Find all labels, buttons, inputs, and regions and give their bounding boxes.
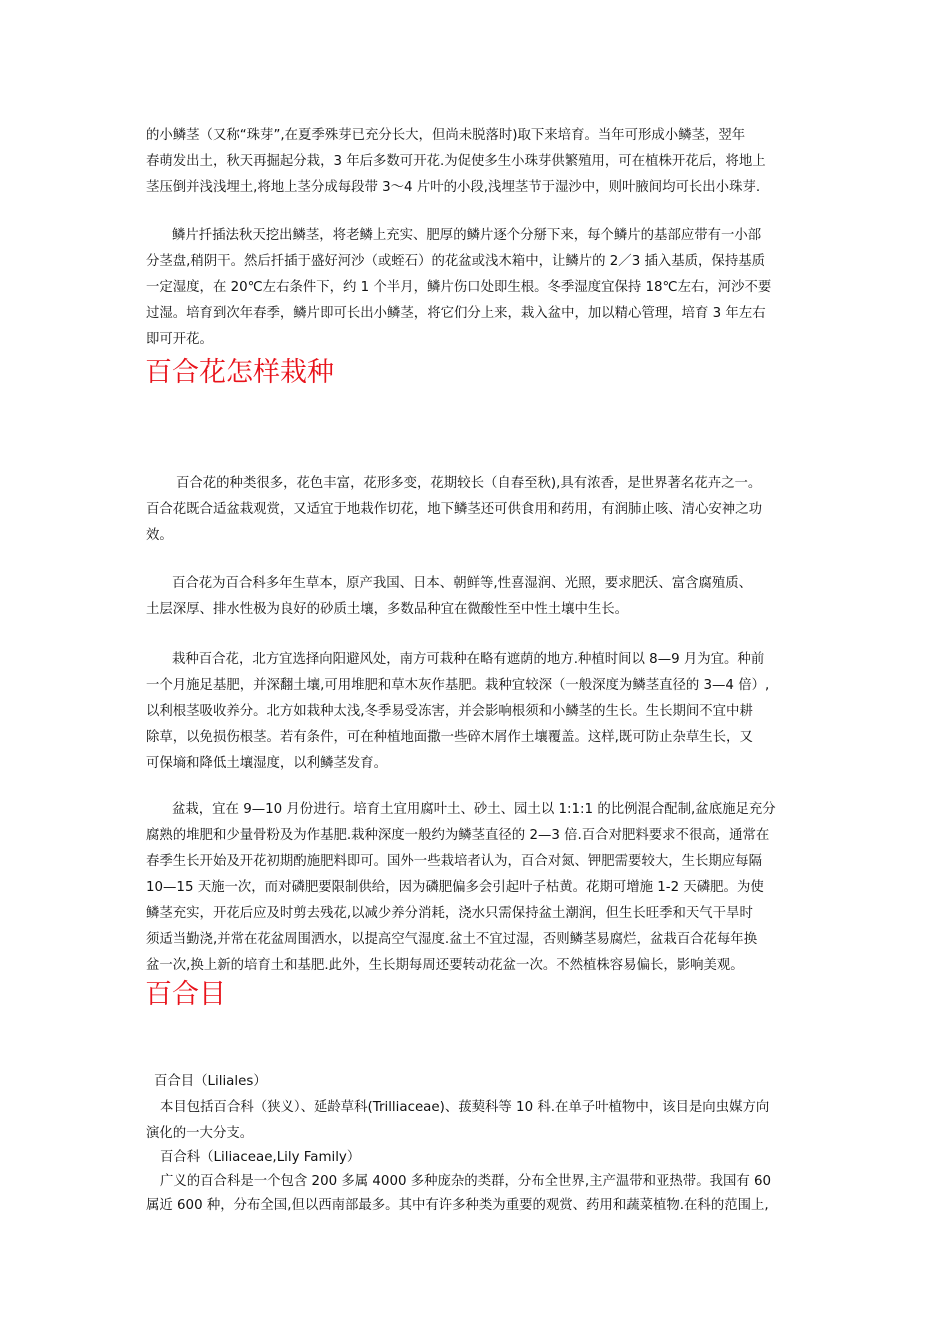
text-line: 百合花为百合科多年生草本，原产我国、日本、朝鲜等,性喜湿润、光照，要求肥沃、富含腐殖质、 [172,576,753,591]
text-line: 除草，以免损伤根茎。若有条件，可在种植地面撒一些碎木屑作土壤覆盖。这样,既可防止杂草生长，又 [146,730,753,745]
text-line: 盆一次,换上新的培育土和基肥.此外，生长期每周还要转动花盆一次。不然植株容易偏长，影响美观。 [146,958,744,973]
order-title: 百合目（Liliales） [154,1074,267,1089]
text-line: 过湿。培育到次年春季，鳞片即可长出小鳞茎，将它们分上来，栽入盆中，加以精心管理，培育 3 年左右 [146,306,766,321]
text-line: 腐熟的堆肥和少量骨粉及为作基肥.栽种深度一般约为鳞茎直径的 2—3 倍.百合对肥料要求不很高，通常在 [146,828,770,843]
text-line: 春萌发出土，秋天再掘起分栽，3 年后多数可开花.为促使多生小珠芽供繁殖用，可在植株开花后，将地上 [146,154,766,169]
family-title: 百合科（Liliaceae,Lily Family） [160,1150,361,1165]
text-line: 演化的一大分支。 [146,1126,254,1141]
text-line: 的小鳞茎（又称“珠芽”,在夏季殊芽已充分长大，但尚未脱落时)取下来培育。当年可形成小鳞茎，翌年 [146,128,746,143]
text-line: 即可开花。 [146,332,213,347]
text-line: 一定湿度，在 20℃左右条件下，约 1 个半月，鳞片伤口处即生根。冬季湿度宜保持 18℃左右，河沙不要 [146,280,772,295]
text-line: 茎压倒并浅浅埋土,将地上茎分成每段带 3～4 片叶的小段,浅埋茎节于湿沙中，则叶腋间均可长出小珠芽. [146,180,761,195]
text-line: 以利根茎吸收养分。北方如栽种太浅,冬季易受冻害，并会影响根须和小鳞茎的生长。生长期间不宜中耕 [146,704,753,719]
text-line: 属近 600 种，分布全国,但以西南部最多。其中有许多种类为重要的观赏、药用和蔬菜植物.在科的范围上, [146,1198,769,1213]
text-line: 广义的百合科是一个包含 200 多属 4000 多种庞杂的类群，分布全世界,主产温带和亚热带。我国有 60 [160,1174,772,1189]
text-line: 分茎盘,稍阴干。然后扦插于盛好河沙（或蛭石）的花盆或浅木箱中，让鳞片的 2／3 插入基质，保持基质 [146,254,765,269]
text-line: 效。 [146,528,173,543]
section-heading-liliales: 百合目 [145,979,226,1010]
text-line: 鳞片扦插法秋天挖出鳞茎，将老鳞上充实、肥厚的鳞片逐个分掰下来，每个鳞片的基部应带有一小部 [172,228,762,243]
text-line: 百合花既合适盆栽观赏，又适宜于地栽作切花，地下鳞茎还可供食用和药用，有润肺止咳、清心安神之功 [146,502,762,517]
text-line: 可保墒和降低土壤湿度，以利鳞茎发育。 [146,756,388,771]
text-line: 土层深厚、排水性极为良好的砂质土壤，多数品种宜在微酸性至中性土壤中生长。 [146,602,629,617]
text-line: 盆栽，宜在 9—10 月份进行。培育土宜用腐叶土、砂土、园土以 1:1:1 的比例混合配制,盆底施足充分 [172,802,776,817]
text-line: 鳞茎充实，开花后应及时剪去残花,以减少养分消耗，浇水只需保持盆土潮润，但生长旺季和天气干旱时 [146,906,753,921]
text-line: 须适当勤浇,并常在花盆周围洒水，以提高空气湿度.盆土不宜过湿，否则鳞茎易腐烂，盆栽百合花每年换 [146,932,758,947]
text-line: 本目包括百合科（狭义）、延龄草科(Trilliaceae)、菝葜科等 10 科.在单子叶植物中，该目是向虫媒方向 [160,1100,770,1115]
text-line: 一个月施足基肥，并深翻土壤,可用堆肥和草木灰作基肥。栽种宜较深（一般深度为鳞茎直径的 3—4 倍）, [146,678,770,693]
section-heading-planting: 百合花怎样栽种 [145,357,334,388]
text-line: 10—15 天施一次，而对磷肥要限制供给，因为磷肥偏多会引起叶子枯黄。花期可增施 1-2 天磷肥。为使 [146,880,764,895]
text-line: 春季生长开始及开花初期酌施肥料即可。国外一些栽培者认为，百合对氮、钾肥需要较大，生长期应每隔 [146,854,762,869]
text-line: 百合花的种类很多，花色丰富，花形多变，花期较长（自春至秋),具有浓香，是世界著名花卉之一。 [176,476,762,491]
text-line: 栽种百合花，北方宜选择向阳避风处，南方可栽种在略有遮荫的地方.种植时间以 8—9 月为宜。种前 [172,652,765,667]
